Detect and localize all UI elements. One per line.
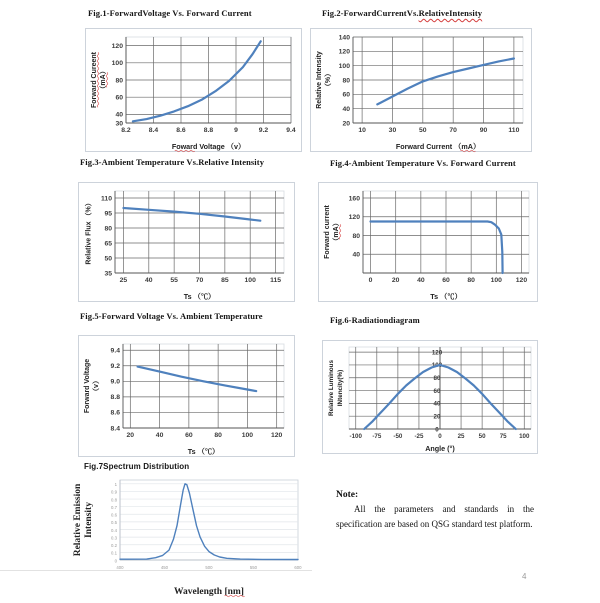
svg-text:40: 40	[145, 277, 153, 284]
svg-text:0.1: 0.1	[111, 550, 117, 556]
fig7-title: Fig.7Spectrum Distribution	[84, 462, 190, 471]
note-block	[336, 490, 534, 533]
svg-text:Intensity: Intensity	[84, 502, 94, 538]
note-title: Note:	[336, 490, 359, 500]
svg-text:85: 85	[221, 277, 229, 284]
footer-separator	[0, 570, 312, 571]
fig5-title: Fig.5-Forward Voltage Vs. Ambient Temperature	[80, 311, 263, 321]
svg-text:40: 40	[417, 277, 425, 284]
svg-text:20: 20	[126, 432, 135, 439]
svg-text:8.8: 8.8	[203, 127, 214, 134]
svg-text:60: 60	[342, 91, 350, 99]
svg-text:0.6: 0.6	[111, 512, 117, 518]
svg-text:60: 60	[185, 432, 193, 439]
svg-text:120: 120	[111, 42, 123, 50]
svg-text:0.4: 0.4	[111, 527, 117, 533]
svg-text:60: 60	[442, 277, 450, 284]
svg-text:0.3: 0.3	[111, 535, 117, 541]
svg-text:35: 35	[104, 270, 112, 278]
svg-text:8.6: 8.6	[110, 409, 120, 417]
svg-text:80: 80	[352, 232, 360, 240]
svg-text:0.7: 0.7	[111, 504, 117, 510]
svg-text:9.4: 9.4	[286, 127, 296, 134]
svg-text:Relative Emission: Relative Emission	[73, 483, 83, 557]
svg-text:8.8: 8.8	[110, 394, 120, 402]
svg-text:0.5: 0.5	[111, 520, 117, 526]
svg-text:0: 0	[435, 426, 439, 434]
svg-text:80: 80	[433, 375, 441, 383]
svg-text:1: 1	[114, 482, 117, 488]
svg-text:（mA）: （mA）	[333, 219, 340, 245]
svg-text:9.2: 9.2	[258, 127, 269, 134]
svg-text:100: 100	[519, 433, 530, 440]
svg-text:（%）: （%）	[325, 69, 332, 91]
page-number: 4	[522, 572, 527, 581]
svg-text:-50: -50	[393, 433, 403, 440]
svg-text:120: 120	[348, 214, 360, 222]
svg-text:60: 60	[433, 387, 441, 395]
svg-text:120: 120	[338, 48, 350, 56]
svg-text:25: 25	[457, 433, 465, 440]
svg-text:9: 9	[234, 127, 238, 134]
fig6-chart	[322, 340, 538, 454]
svg-text:0: 0	[438, 433, 442, 440]
fig1-title: Fig.1-ForwardVoltage Vs. Forward Current	[88, 8, 252, 18]
svg-text:55: 55	[170, 277, 178, 284]
svg-text:Forward current: Forward current	[324, 205, 331, 259]
svg-text:Angle (°): Angle (°)	[425, 444, 455, 453]
svg-text:160: 160	[348, 195, 360, 203]
svg-text:80: 80	[115, 77, 123, 85]
fig4-chart	[318, 182, 538, 302]
svg-text:30: 30	[115, 120, 123, 128]
svg-text:25: 25	[119, 277, 128, 284]
svg-text:20: 20	[391, 277, 400, 284]
svg-text:（mA）: （mA）	[100, 67, 107, 93]
svg-text:40: 40	[352, 251, 360, 259]
svg-text:0: 0	[368, 277, 373, 284]
fig3-title: Fig.3-Ambient Temperature Vs.Relative Intensity	[80, 157, 265, 167]
svg-text:Relative Intensity: Relative Intensity	[316, 51, 323, 109]
svg-text:60: 60	[115, 94, 123, 102]
svg-text:Wavelength [nm]: Wavelength [nm]	[174, 587, 244, 597]
svg-text:50: 50	[478, 433, 486, 440]
svg-text:70: 70	[449, 127, 457, 134]
svg-text:Forward Voltage: Forward Voltage	[84, 358, 91, 414]
fig2-title: Fig.2-ForwardCurrentVs.RelativeIntensity	[322, 8, 483, 18]
fig1-chart	[85, 28, 302, 152]
note-body: All the parameters and standards in the specification are based on QSG standard test platform.	[336, 504, 534, 530]
svg-text:100: 100	[111, 60, 123, 68]
svg-text:40: 40	[155, 432, 164, 439]
fig2-chart	[310, 28, 532, 152]
svg-text:Relative Luminous: Relative Luminous	[328, 360, 335, 416]
svg-text:75: 75	[499, 433, 507, 440]
svg-text:50: 50	[104, 255, 112, 263]
svg-text:95: 95	[104, 210, 112, 218]
fig3-chart	[78, 182, 295, 302]
svg-text:450: 450	[160, 565, 169, 570]
svg-text:-75: -75	[372, 433, 382, 440]
svg-text:Forward Cureent: Forward Cureent	[91, 51, 98, 109]
svg-text:80: 80	[104, 225, 112, 233]
svg-text:10: 10	[358, 127, 366, 134]
svg-text:20: 20	[433, 413, 441, 421]
svg-text:110: 110	[508, 127, 520, 134]
svg-text:100: 100	[244, 277, 256, 284]
svg-text:0: 0	[114, 558, 117, 564]
svg-text:70: 70	[195, 277, 204, 284]
svg-text:120: 120	[431, 349, 443, 357]
svg-text:400: 400	[116, 565, 124, 570]
svg-text:30: 30	[388, 127, 397, 134]
svg-text:INtencity(%): INtencity(%)	[337, 369, 344, 407]
svg-text:-100: -100	[349, 433, 362, 440]
svg-text:40: 40	[342, 105, 350, 113]
svg-text:90: 90	[479, 127, 488, 134]
svg-text:140: 140	[338, 34, 350, 42]
fig5-chart	[78, 335, 295, 457]
svg-text:80: 80	[342, 77, 350, 85]
svg-text:40: 40	[115, 111, 123, 119]
svg-text:80: 80	[467, 277, 475, 284]
svg-text:600: 600	[294, 565, 302, 570]
svg-text:115: 115	[270, 277, 282, 284]
svg-text:Relative Flux （%）: Relative Flux （%）	[85, 199, 93, 265]
svg-text:0.2: 0.2	[111, 543, 117, 549]
svg-text:Ts （℃）: Ts （℃）	[183, 292, 216, 301]
svg-text:9.0: 9.0	[110, 378, 120, 386]
svg-text:550: 550	[249, 565, 258, 570]
svg-text:-25: -25	[414, 433, 424, 440]
svg-text:120: 120	[271, 432, 283, 439]
svg-text:100: 100	[241, 432, 254, 439]
svg-text:40: 40	[433, 400, 441, 408]
svg-text:8.4: 8.4	[148, 127, 159, 134]
fig7-chart	[55, 474, 305, 598]
svg-text:80: 80	[214, 432, 222, 439]
svg-text:100: 100	[431, 362, 443, 370]
svg-text:（v）: （v）	[93, 377, 100, 395]
svg-text:0.9: 0.9	[111, 489, 117, 495]
svg-text:8.6: 8.6	[176, 127, 186, 134]
svg-text:9.2: 9.2	[110, 363, 120, 371]
svg-text:120: 120	[515, 277, 528, 284]
svg-text:0.8: 0.8	[111, 497, 117, 503]
svg-text:20: 20	[342, 120, 350, 128]
svg-text:110: 110	[101, 195, 112, 203]
fig6-title: Fig.6-Radiationdiagram	[330, 315, 420, 325]
svg-text:Forward Current （mA）: Forward Current （mA）	[395, 142, 481, 151]
svg-text:100: 100	[338, 62, 350, 70]
svg-text:Foward Voltage （v）: Foward Voltage （v）	[171, 142, 246, 151]
svg-text:8.4: 8.4	[110, 425, 120, 433]
svg-text:65: 65	[104, 240, 112, 248]
fig4-title: Fig.4-Ambient Temperature Vs. Forward Current	[330, 158, 516, 168]
svg-text:Ts （℃）: Ts （℃）	[187, 447, 220, 456]
svg-text:Ts （℃）: Ts （℃）	[430, 292, 462, 301]
svg-text:50: 50	[419, 127, 427, 134]
svg-text:9.4: 9.4	[110, 347, 120, 355]
svg-text:8.2: 8.2	[121, 127, 131, 134]
svg-text:100: 100	[490, 277, 502, 284]
svg-text:500: 500	[205, 565, 213, 570]
